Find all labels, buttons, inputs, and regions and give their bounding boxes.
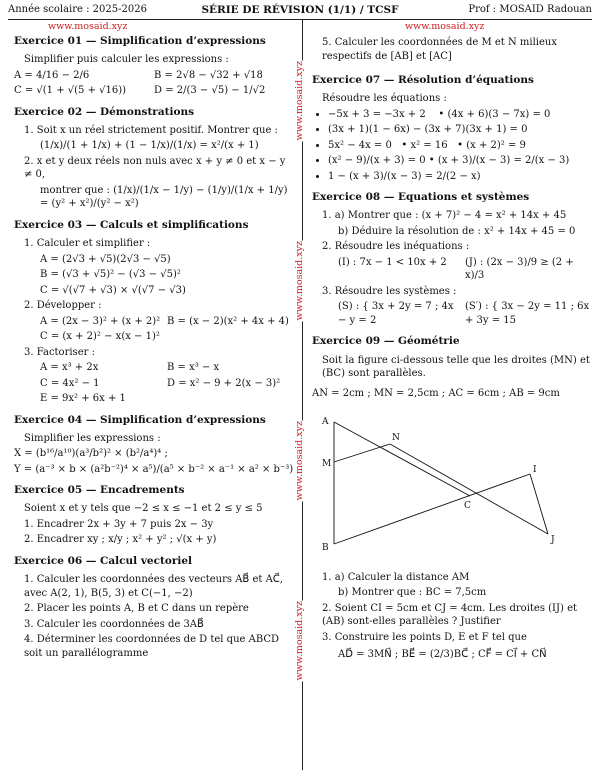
ex08-q1b: b) Déduire la résolution de : x² + 14x + 45 = 0 xyxy=(338,225,576,237)
ex03-dA: A = (2x − 3)² + (x + 2)² xyxy=(40,315,161,327)
ex01-B: B = 2√8 − √32 + √18 xyxy=(154,69,263,81)
ex07-equations xyxy=(312,108,592,184)
ex03-fac-row1 xyxy=(14,361,294,375)
watermark-right: www.mosaid.xyz xyxy=(405,21,485,32)
left-column xyxy=(14,34,294,662)
segment-NJ xyxy=(390,444,548,534)
ex01-D: D = 2/(3 − √5) − 1/√2 xyxy=(154,85,266,97)
ex07-e9: • 1 − (x + 3)/(x − 3) = 2/(2 − x) xyxy=(328,170,592,184)
ex09-q1b: b) Montrer que : BC = 7,5cm xyxy=(338,587,487,599)
ex08-q2: 2. Résoudre les inéquations : xyxy=(322,241,470,253)
exercise-06-title: Exercice 06 — Calcul vectoriel xyxy=(14,554,193,567)
ex01-A: A = 4/16 − 2/6 xyxy=(14,69,90,81)
ex01-row1 xyxy=(14,69,294,83)
page-title: SÉRIE DE RÉVISION (1/1) / TCSF xyxy=(201,4,399,16)
segment-BI xyxy=(334,474,530,544)
watermark-left: www.mosaid.xyz xyxy=(48,21,128,32)
watermark-vertical: www.mosaid.xyz xyxy=(294,241,305,321)
ex06-q2: 2. Placer les points A, B et C dans un repère xyxy=(24,603,249,615)
vertical-watermarks xyxy=(294,30,308,768)
ex03-fac-row2 xyxy=(14,377,294,391)
watermark-vertical: www.mosaid.xyz xyxy=(294,601,305,681)
label-I: I xyxy=(533,465,537,476)
label-J: J xyxy=(551,535,555,546)
exercise-07-title: Exercice 07 — Résolution d’équations xyxy=(312,74,534,86)
ex09-q3-formula: AD⃗ = 3MN⃗ ; BE⃗ = (2/3)BC⃗ ; CF⃗ = CI⃗ + CN⃗ xyxy=(338,649,547,661)
label-C: C xyxy=(464,501,471,512)
watermark-vertical: www.mosaid.xyz xyxy=(294,61,305,141)
label-B: B xyxy=(322,543,329,554)
right-column xyxy=(312,34,592,664)
ex06-q5: 5. Calculer les coordonnées de M et N milieux respectifs de [AB] et [AC] xyxy=(322,37,557,62)
ex09-q1a: 1. a) Calculer la distance AM xyxy=(322,571,470,583)
geometry-svg xyxy=(312,404,572,564)
label-A: A xyxy=(322,417,329,428)
ex08-q3: 3. Résoudre les systèmes : xyxy=(322,285,457,297)
exercise-02-title: Exercice 02 — Démonstrations xyxy=(14,105,195,118)
ex02-q1: 1. Soit x un réel strictement positif. Montrer que : xyxy=(24,124,278,136)
ex03-B: B = (√3 + √5)² − (√3 − √5)² xyxy=(40,269,181,281)
exercise-01-title: Exercice 01 — Simplification d’expressions xyxy=(14,35,266,47)
ex03-q1: 1. Calculer et simplifier : xyxy=(24,238,151,250)
ex04-intro: Simplifier les expressions : xyxy=(24,432,161,444)
exercise-09-title: Exercice 09 — Géométrie xyxy=(312,335,460,348)
label-M: M xyxy=(322,459,332,470)
ex03-dB: B = (x − 2)(x² + 4x + 4) xyxy=(167,315,289,327)
ex08-s1: (S) : { 3x + 2y = 7 ; 4x − y = 2 xyxy=(338,301,454,326)
exercise-08-title: Exercice 08 — Equations et systèmes xyxy=(312,191,530,204)
ex03-dC: C = (x + 2)² − x(x − 1)² xyxy=(40,331,160,343)
ex08-i1: (I) : 7x − 1 < 10x + 2 xyxy=(338,256,447,268)
ex01-row2 xyxy=(14,84,294,98)
exercise-03-title: Exercice 03 — Calculs et simplifications xyxy=(14,218,249,231)
ex03-q2: 2. Développer : xyxy=(24,300,102,312)
ex07-e3: • (3x + 1)(1 − 6x) − (3x + 7)(3x + 1) = 0 xyxy=(328,123,592,137)
ex02-q1-formula: (1/x)/(1 + 1/x) + (1 − 1/x)/(1/x) = x²/(x + 1) xyxy=(40,140,259,152)
ex06-q1: 1. Calculer les coordonnées des vecteurs AB⃗ et AC⃗, avec A(2, 1), B(5, 3) et C(−1, −2) xyxy=(24,574,283,599)
page-header xyxy=(8,4,592,18)
ex07-e1: • −5x + 3 = −3x + 2 • (4x + 6)(3 − 7x) = 0 xyxy=(328,108,592,122)
ex08-q1a: 1. a) Montrer que : (x + 7)² − 4 = x² + 14x + 45 xyxy=(322,210,567,222)
header-rule xyxy=(8,19,592,20)
ex08-i2: (J) : (2x − 3)/9 ≥ (2 + x)/3 xyxy=(465,256,574,282)
ex09-q3: 3. Construire les points D, E et F tel que xyxy=(322,631,527,643)
ex09-intro: Soit la figure ci-dessous telle que les droites (MN) et (BC) sont parallèles. xyxy=(322,354,590,380)
ex03-q3: 3. Factoriser : xyxy=(24,346,95,358)
ex06-q4: 4. Déterminer les coordonnées de D tel que ABCD soit un parallélogramme xyxy=(24,634,280,659)
ex04-Y: Y = (a⁻³ × b × (a²b⁻²)⁴ × a⁵)/(a⁵ × b⁻² × a⁻¹ × a² × b⁻³) xyxy=(14,463,294,475)
ex03-A: A = (2√3 + √5)(2√3 − √5) xyxy=(40,253,171,265)
exercise-04-title: Exercice 04 — Simplification d’expressions xyxy=(14,413,266,426)
ex03-fC: C = 4x² − 1 xyxy=(40,377,100,389)
segment-MN xyxy=(334,444,390,462)
ex03-fE: E = 9x² + 6x + 1 xyxy=(40,393,126,405)
ex07-e7: • (x² − 9)/(x + 3) = 0 • (x + 3)/(x − 3) = 2/(x − 3) xyxy=(328,154,592,168)
ex01-C: C = √(1 + √(5 + √16)) xyxy=(14,85,127,97)
ex07-e4: • 5x² − 4x = 0 • x² = 16 • (x + 2)² = 9 xyxy=(328,139,592,153)
geometry-figure xyxy=(312,404,592,569)
segment-AC xyxy=(334,422,470,496)
ex03-fB: B = x³ − x xyxy=(167,362,220,374)
ex03-C: C = √(√7 + √3) × √(√7 − √3) xyxy=(40,284,186,296)
ex03-fD: D = x² − 9 + 2(x − 3)² xyxy=(167,377,281,389)
exercise-05-title: Exercice 05 — Encadrements xyxy=(14,484,185,497)
ex09-data: AN = 2cm ; MN = 2,5cm ; AC = 6cm ; AB = 9cm xyxy=(312,387,560,399)
ex03-dev-row1 xyxy=(14,315,294,329)
ex05-q1: 1. Encadrer 2x + 3y + 7 puis 2x − 3y xyxy=(24,518,214,530)
ex06-q3: 3. Calculer les coordonnées de 3AB⃗ xyxy=(24,618,204,630)
ex09-q2: 2. Soient CI = 5cm et CJ = 4cm. Les droites (IJ) et (AB) sont-elles parallèles ? Justifier xyxy=(322,602,578,628)
ex05-intro: Soient x et y tels que −2 ≤ x ≤ −1 et 2 ≤ y ≤ 5 xyxy=(24,503,263,515)
label-N: N xyxy=(392,433,400,444)
school-year: Année scolaire : 2025-2026 xyxy=(8,4,147,15)
watermark-vertical: www.mosaid.xyz xyxy=(294,421,305,501)
ex08-ineq-row xyxy=(312,256,592,283)
ex03-fA: A = x³ + 2x xyxy=(40,362,99,374)
ex02-q2: 2. x et y deux réels non nuls avec x + y ≠ 0 et x − y ≠ 0, xyxy=(24,155,286,181)
ex08-s2: (S′) : { 3x − 2y = 11 ; 6x + 3y = 15 xyxy=(465,301,590,326)
ex05-q2: 2. Encadrer xy ; x/y ; x² + y² ; √(x + y) xyxy=(24,534,217,546)
ex02-q2-formula: montrer que : (1/x)/(1/x − 1/y) − (1/y)/(1/x + 1/y) = (y² + x²)/(y² − x²) xyxy=(40,184,288,210)
teacher-name: Prof : MOSAID Radouan xyxy=(468,4,592,15)
ex07-intro: Résoudre les équations : xyxy=(322,93,447,105)
ex08-sys-row xyxy=(312,300,592,327)
ex04-X: X = (b¹⁶/a¹⁰)(a³/b²)² × (b²/a⁴)⁴ ; xyxy=(14,448,168,460)
ex01-intro: Simplifier puis calculer les expressions : xyxy=(24,54,229,66)
